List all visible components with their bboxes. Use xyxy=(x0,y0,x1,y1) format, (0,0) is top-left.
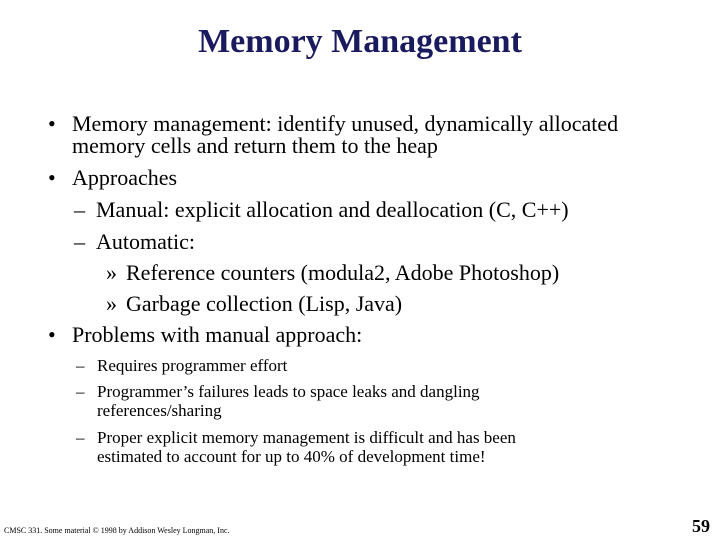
subsub-bullet-text: Reference counters (modula2, Adobe Photoshop) xyxy=(126,260,560,285)
slide-footer: CMSC 331. Some material © 1998 by Addison Wesley Longman, Inc. xyxy=(4,526,230,535)
subsub-bullet-text: Garbage collection (Lisp, Java) xyxy=(126,291,403,316)
subsub-bullet-marker: » xyxy=(106,291,117,316)
sub-bullet-marker: – xyxy=(76,382,85,401)
bullet-text-continued: memory cells and return them to the heap xyxy=(72,133,438,158)
page-number: 59 xyxy=(692,516,710,536)
subsub-bullet-marker: » xyxy=(106,260,117,285)
bullet-marker: • xyxy=(48,165,56,190)
bullet-text: Approaches xyxy=(72,165,178,190)
sub-bullet-marker: – xyxy=(74,197,85,222)
bullet-text: Memory management: identify unused, dynamically allocated xyxy=(72,111,619,136)
bullet-marker: • xyxy=(48,322,56,347)
sub-bullet-marker: – xyxy=(74,229,85,254)
bullet-text: Problems with manual approach: xyxy=(72,322,363,347)
sub-bullet-text: Automatic: xyxy=(96,229,195,254)
sub-bullet-text: Programmer’s failures leads to space leaks and dangling xyxy=(97,382,480,401)
sub-bullet-text: Manual: explicit allocation and deallocation (C, C++) xyxy=(96,197,569,222)
sub-bullet-marker: – xyxy=(76,428,85,447)
sub-bullet-text: Proper explicit memory management is difficult and has been xyxy=(97,428,516,447)
slide-title: Memory Management xyxy=(198,23,522,60)
sub-bullet-text-continued: estimated to account for up to 40% of development time! xyxy=(97,447,486,466)
sub-bullet-text: Requires programmer effort xyxy=(97,356,288,375)
sub-bullet-text-continued: references/sharing xyxy=(97,401,222,420)
sub-bullet-marker: – xyxy=(76,356,85,375)
bullet-marker: • xyxy=(48,111,56,136)
